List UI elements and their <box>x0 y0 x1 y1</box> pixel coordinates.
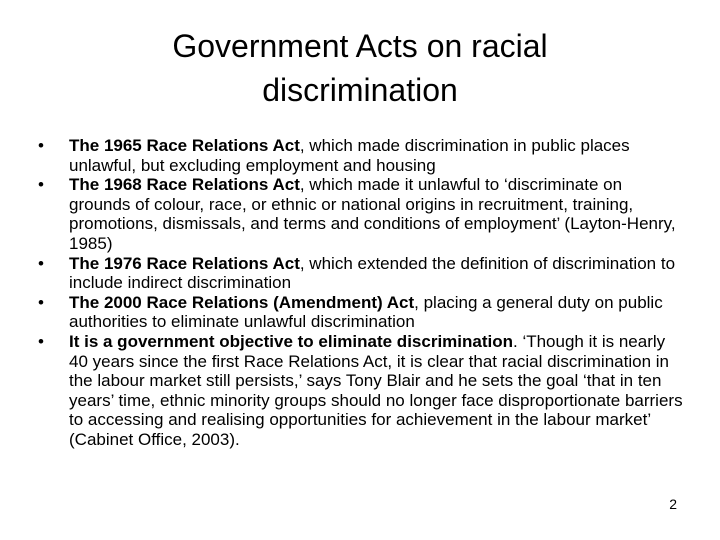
bullet-item-2000-act <box>38 293 686 332</box>
bullet-icon: • <box>38 175 44 195</box>
bullet-bold-text: The 1976 Race Relations Act <box>69 253 300 273</box>
bullet-icon: • <box>38 136 44 155</box>
slide-title <box>60 24 660 112</box>
bullet-item-1968-act <box>38 175 686 253</box>
bullet-item-government-objective <box>38 332 686 450</box>
bullet-bold-text: The 1965 Race Relations Act <box>69 136 300 155</box>
bullet-item-1965-act <box>38 136 686 175</box>
bullet-icon: • <box>38 292 44 312</box>
bullet-bold-text: The 2000 Race Relations (Amendment) Act <box>69 292 415 312</box>
bullet-icon: • <box>38 253 44 273</box>
bullet-list <box>38 136 686 450</box>
bullet-bold-text: It is a government objective to eliminate discrimination <box>69 331 513 351</box>
bullet-text: , which made it unlawful to ‘discriminate on grounds of colour, race, or ethnic or national origins in recruitment, training, promotions, dismissals, and terms and conditions of employment’ (Layton-Henry, 1985) <box>69 175 676 253</box>
bullet-item-1976-act <box>38 254 686 293</box>
title-line-1: Government Acts on racial <box>172 28 548 64</box>
bullet-text: , which extended the definition of discrimination to include indirect discrimination <box>69 253 676 293</box>
bullet-bold-text: The 1968 Race Relations Act <box>69 175 300 195</box>
title-line-2: discrimination <box>262 72 458 108</box>
page-number: 2 <box>669 496 677 512</box>
bullet-text: , placing a general duty on public authorities to eliminate unlawful discrimination <box>69 292 663 332</box>
bullet-text: . ‘Though it is nearly 40 years since the first Race Relations Act, it is clear that racial discrimination in the labour market still persists,’ says Tony Blair and he sets the goal ‘that in ten years’ time, ethnic minority groups should no longer face disproportionate barriers to accessing and realising opportunities for achievement in the labour market’ (Cabinet Office, 2003). <box>69 331 683 449</box>
bullet-icon: • <box>38 331 44 351</box>
bullet-text: , which made discrimination in public places unlawful, but excluding employment and housing <box>69 136 630 175</box>
